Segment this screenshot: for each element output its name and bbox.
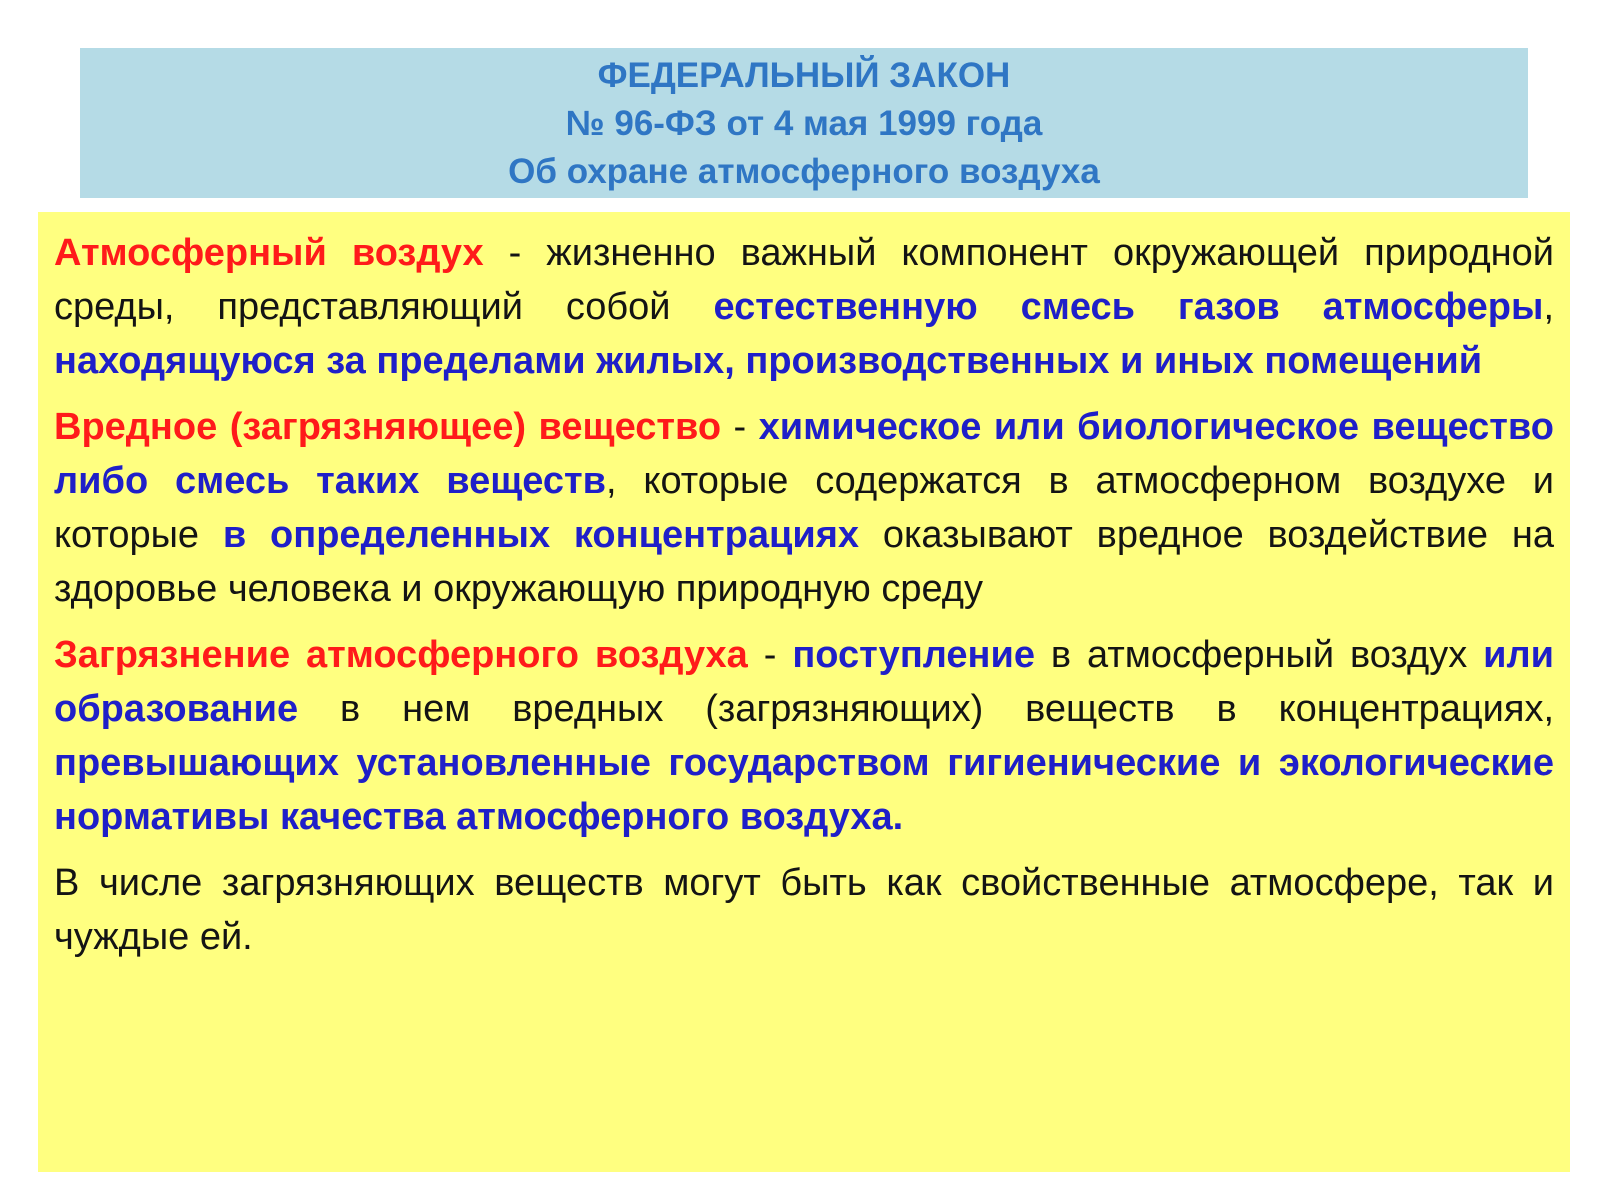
definition-text: , bbox=[1543, 286, 1554, 328]
definition-emphasis: поступление bbox=[792, 634, 1035, 676]
definition-text: оказывают вредное воздействие на здоровье человека и окружающую природную среду bbox=[54, 514, 1554, 610]
note-pollutant-types bbox=[54, 856, 1554, 964]
definition-emphasis: находящуюся за пределами жилых, производственных и иных помещений bbox=[54, 340, 1483, 382]
law-title-line-3: Об охране атмосферного воздуха bbox=[508, 152, 1100, 191]
term-air-pollution: Загрязнение атмосферного воздуха bbox=[54, 634, 748, 676]
definitions-panel bbox=[38, 212, 1570, 1172]
definition-text: - жизненно важный компонент окружающей природной среды, представляющий собой bbox=[54, 232, 1554, 328]
definition-text: - bbox=[721, 406, 759, 448]
definition-text: в нем вредных (загрязняющих) веществ в концентрациях, bbox=[298, 688, 1554, 730]
definition-emphasis: или образование bbox=[54, 634, 1554, 730]
definition-emphasis: в определенных концентрациях bbox=[222, 514, 860, 556]
law-title-line-1: ФЕДЕРАЛЬНЫЙ ЗАКОН bbox=[597, 56, 1011, 95]
definition-text: , которые содержатся в атмосферном воздухе и которые bbox=[54, 460, 1554, 556]
definition-emphasis: превышающих установленные государством гигиенические и экологические нормативы качества атмосферного воздуха. bbox=[54, 742, 1554, 838]
definition-atmospheric-air bbox=[54, 226, 1554, 388]
term-atmospheric-air: Атмосферный воздух bbox=[54, 232, 484, 274]
note-text: В числе загрязняющих веществ могут быть как свойственные атмосфере, так и чуждые ей. bbox=[54, 862, 1554, 958]
definition-text: в атмосферный воздух bbox=[1035, 634, 1484, 676]
definition-emphasis: естественную смесь газов атмосферы bbox=[713, 286, 1544, 328]
definition-harmful-substance bbox=[54, 400, 1554, 616]
law-title-banner bbox=[80, 48, 1528, 198]
term-harmful-substance: Вредное (загрязняющее) вещество bbox=[54, 406, 722, 448]
definition-text: - bbox=[747, 634, 793, 676]
definition-emphasis: химическое или биологическое вещество либо смесь таких веществ bbox=[54, 406, 1554, 502]
definition-air-pollution bbox=[54, 628, 1554, 844]
law-title-line-2: № 96-ФЗ от 4 мая 1999 года bbox=[565, 104, 1043, 143]
